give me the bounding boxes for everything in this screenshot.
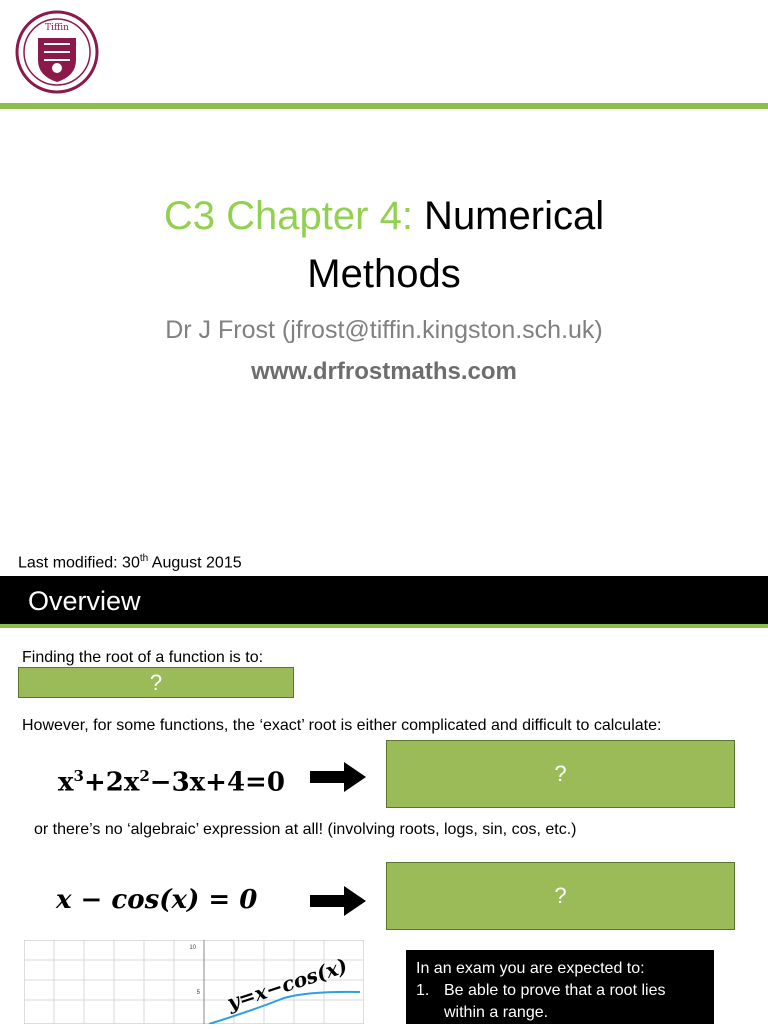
cubic-equation [58, 758, 285, 801]
modified-suffix: August 2015 [148, 554, 242, 572]
reveal-box-cosine-root[interactable]: ? [386, 862, 735, 930]
overview-title: Overview [28, 586, 141, 616]
graph-tick-10: 10 [189, 945, 196, 951]
exam-item-text: Be able to prove that a root lies within a range. [444, 982, 666, 1021]
however-text: However, for some functions, the ‘exact’ root is either complicated and difficult to calculate: [22, 717, 662, 734]
arrow-right-icon [310, 762, 366, 792]
reveal-box-cubic-root[interactable]: ? [386, 740, 735, 808]
last-modified [18, 549, 242, 573]
reveal-box-root-definition[interactable]: ? [18, 667, 294, 698]
find-root-text: Finding the root of a function is to: [22, 649, 264, 666]
website-link[interactable]: www.drfrostmaths.com [251, 358, 517, 385]
eq1-tail: −3x+4=0 [149, 767, 285, 798]
title-topic: Numerical [412, 194, 605, 238]
modified-prefix: Last modified: 30 [18, 554, 140, 572]
no-algebraic-text: or there’s no ‘algebraic’ expression at all! (involving roots, logs, sin, cos, etc.) [34, 821, 577, 838]
modified-sup: th [139, 553, 149, 564]
graph-label: y=x−cos(x) [224, 953, 351, 1015]
school-logo [14, 10, 100, 94]
eq1-x: x [58, 767, 74, 798]
logo-text: Tiffin [45, 23, 69, 33]
arrow-right-icon [310, 886, 366, 916]
header-rule [0, 103, 768, 109]
function-graph [24, 940, 364, 1024]
slide-title [0, 190, 768, 242]
exam-expectations-box [406, 950, 714, 1024]
slide-title-line2: Methods [307, 252, 461, 296]
cosine-equation: x − cos(x) = 0 [56, 885, 258, 915]
exam-heading: In an exam you are expected to: [416, 960, 645, 977]
graph-tick-5: 5 [196, 990, 200, 996]
author: Dr J Frost (jfrost@tiffin.kingston.sch.uk) [165, 316, 603, 344]
overview-rule [0, 624, 768, 628]
eq1-mid: +2x [83, 767, 140, 798]
exam-item-number: 1. [416, 982, 430, 999]
title-chapter: C3 Chapter 4: [163, 194, 413, 238]
eq1-power3: 3 [73, 767, 84, 785]
exam-item [416, 980, 704, 1024]
eq1-power2: 2 [139, 767, 150, 785]
